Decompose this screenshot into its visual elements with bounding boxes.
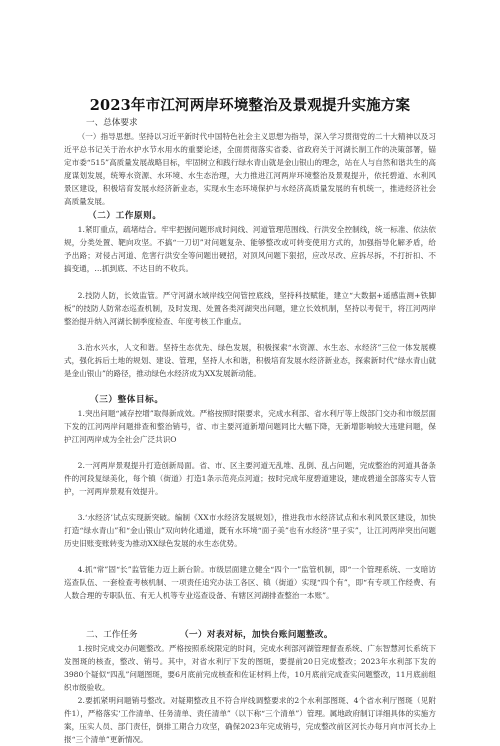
paragraph-goal-4: 4.抓“常”固“长”监管能力迈上新台阶。市级层面建立健全“四个一”监管机制，即“一个管理系统、一支暗访巡查队伍、一套检查考核机制、一项责任追究办法工各区、镇（街道）实现“四个有”，即“有专项工作经费、有人数合理的专职队伍、有无人机等专业巡查设备、有辖区河湖排查整治一本账”。 bbox=[64, 565, 436, 601]
subheading-rectification: （一）对表对标，加快台账问题整改。 bbox=[180, 630, 333, 640]
subheading-work-principles: （二）工作原则。 bbox=[88, 211, 162, 221]
paragraph-guiding-ideology: （一）指导思想。坚持以习近平新时代中国特色社会主义思想为指导，深入学习贯彻党的二十大精神以及习近平总书记关于治水护水节水用水的重要论述，全面贯彻落实省委、省政府关于河湖长制工作的决策部署，锚定市委“515”高质量发展战略目标，牢固树立和践行绿水青山就是金山银山的理念，站在人与自然和谐共生的高度谋划发展，统筹水资源、水环境、水生态治理，大力推进江河两岸环境整治及景观提升，依托碧道、水利风景区建设，积极培育发展水经济新业态，实现水生态环境保护与水经济高质量发展的有机统一，推进经济社会高质量发展。 bbox=[64, 132, 436, 207]
subheading-overall-goals: （三）整体目标。 bbox=[90, 395, 164, 405]
paragraph-principle-3: 3.治水兴水，人文和谐。坚持生态优先、绿色发展，积极探索“水资源、水生态、水经济”三位一体发展模式，强化拆后土地的规划、建设、管理，坚持人水和谐，积极培育发展水经济新业态，探索新时代“绿水青山就是金山银山”的路径，推动绿色水经济成为XX发展新动能。 bbox=[64, 343, 436, 379]
section-heading-general-requirements: 一、总体要求 bbox=[86, 118, 138, 128]
paragraph-goal-1: 1.突出问题“减存控增”取得新成效。严格按照时限要求，完成水利部、省水利厅等上级部门交办和市级层面下发的江河两岸问题排查和整治销号，省、市主要河道新增问题同比大幅下降，无新增影响较大违建问题，保护江河两岸成为全社会广泛共识O bbox=[64, 409, 436, 445]
paragraph-principle-1: 1.紧盯重点，疏堵结合。牢牢把握问题形成时间线、河道管理范围线、行洪安全控制线，统一标准、依法依规，分类处置、靶向攻坚。不搞“一刀切”对问题复杂、能够整改或可转变使用方式的，加强指导化解矛盾，给予出路；对侵占河道、危害行洪安全等问题出硬招，对顶风问题下狠招，应改尽改、应拆尽拆，不打折扣、不搞变通，…抓到底、不达目的不收兵。 bbox=[64, 225, 436, 274]
paragraph-goal-3: 3.‘水经济’试点实现新突破。编制《XX市水经济发展规划》，推进我市水经济试点和水利风景区建设，加快打造“绿水青山”和“金山银山”双向转化通道，既有水环境“面子美”也有水经济“里子实”，让江河两岸突出问题历史旧账变账转变为推动XX绿色发展的水生态优势。 bbox=[64, 513, 436, 549]
document-title: 2023年市江河两岸环境整治及景观提升实施方案 bbox=[89, 97, 411, 114]
section-heading-work-tasks: 二、工作任务 bbox=[86, 630, 138, 640]
paragraph-goal-2: 2.一河两岸景观提升打造创新局面。省、市、区主要河道无乱堆、乱倒、乱占问题，完成整治的河道具备条件的河段复绿美化，每个镇（街道）打造1条示范亮点河道；按时完成年度碧道建设，建成碧道全部落实专人管护，一河两岸景观有效提升。 bbox=[64, 461, 436, 497]
paragraph-task-2: 2.要抓紧明问题销号整改。对疑期整改且不符合岸线调整要求的2个水利部图斑、4个省水利厅图斑（见附件1），严格落实‘工作清单、任务清单、责任清单”（以下称“三个清单”）管理。属地政府制订详细具体的实施方案，压实人员、部门责任，倒排工期合力攻坚，确保2023年完成销号，完成整改前区河长办每月向市河长办上报“三个清单”更新情况。 bbox=[64, 696, 436, 745]
paragraph-principle-2: 2.技防人防，长效监管。严守河湖水域岸线空间管控底线，坚持科技赋能，建立“大数据+遥感监测+铁脚板”的技防人防常态巡查机制，及时发现、处置各类河湖突出问题，建立长效机制，坚持以考促干，将江河两岸整治提升纳入河湖长制季度检查、年度考核工作重点。 bbox=[64, 291, 436, 327]
paragraph-task-1: 1.按时完成交办问题整改。严格按照系统限定的时间，完成水利部河湖管理督查系统、广东智慧河长系统下发图斑的核查，整改、销号。其中，对省水利厅下发的图斑，要提前20日完成整改；2023年水利部下发的3980个疑似“四乱”问题图斑，要6月底前完成核查和佐证材料上传，10月底前完成查实问题整改，11月底前组织市级验收。 bbox=[64, 644, 436, 693]
